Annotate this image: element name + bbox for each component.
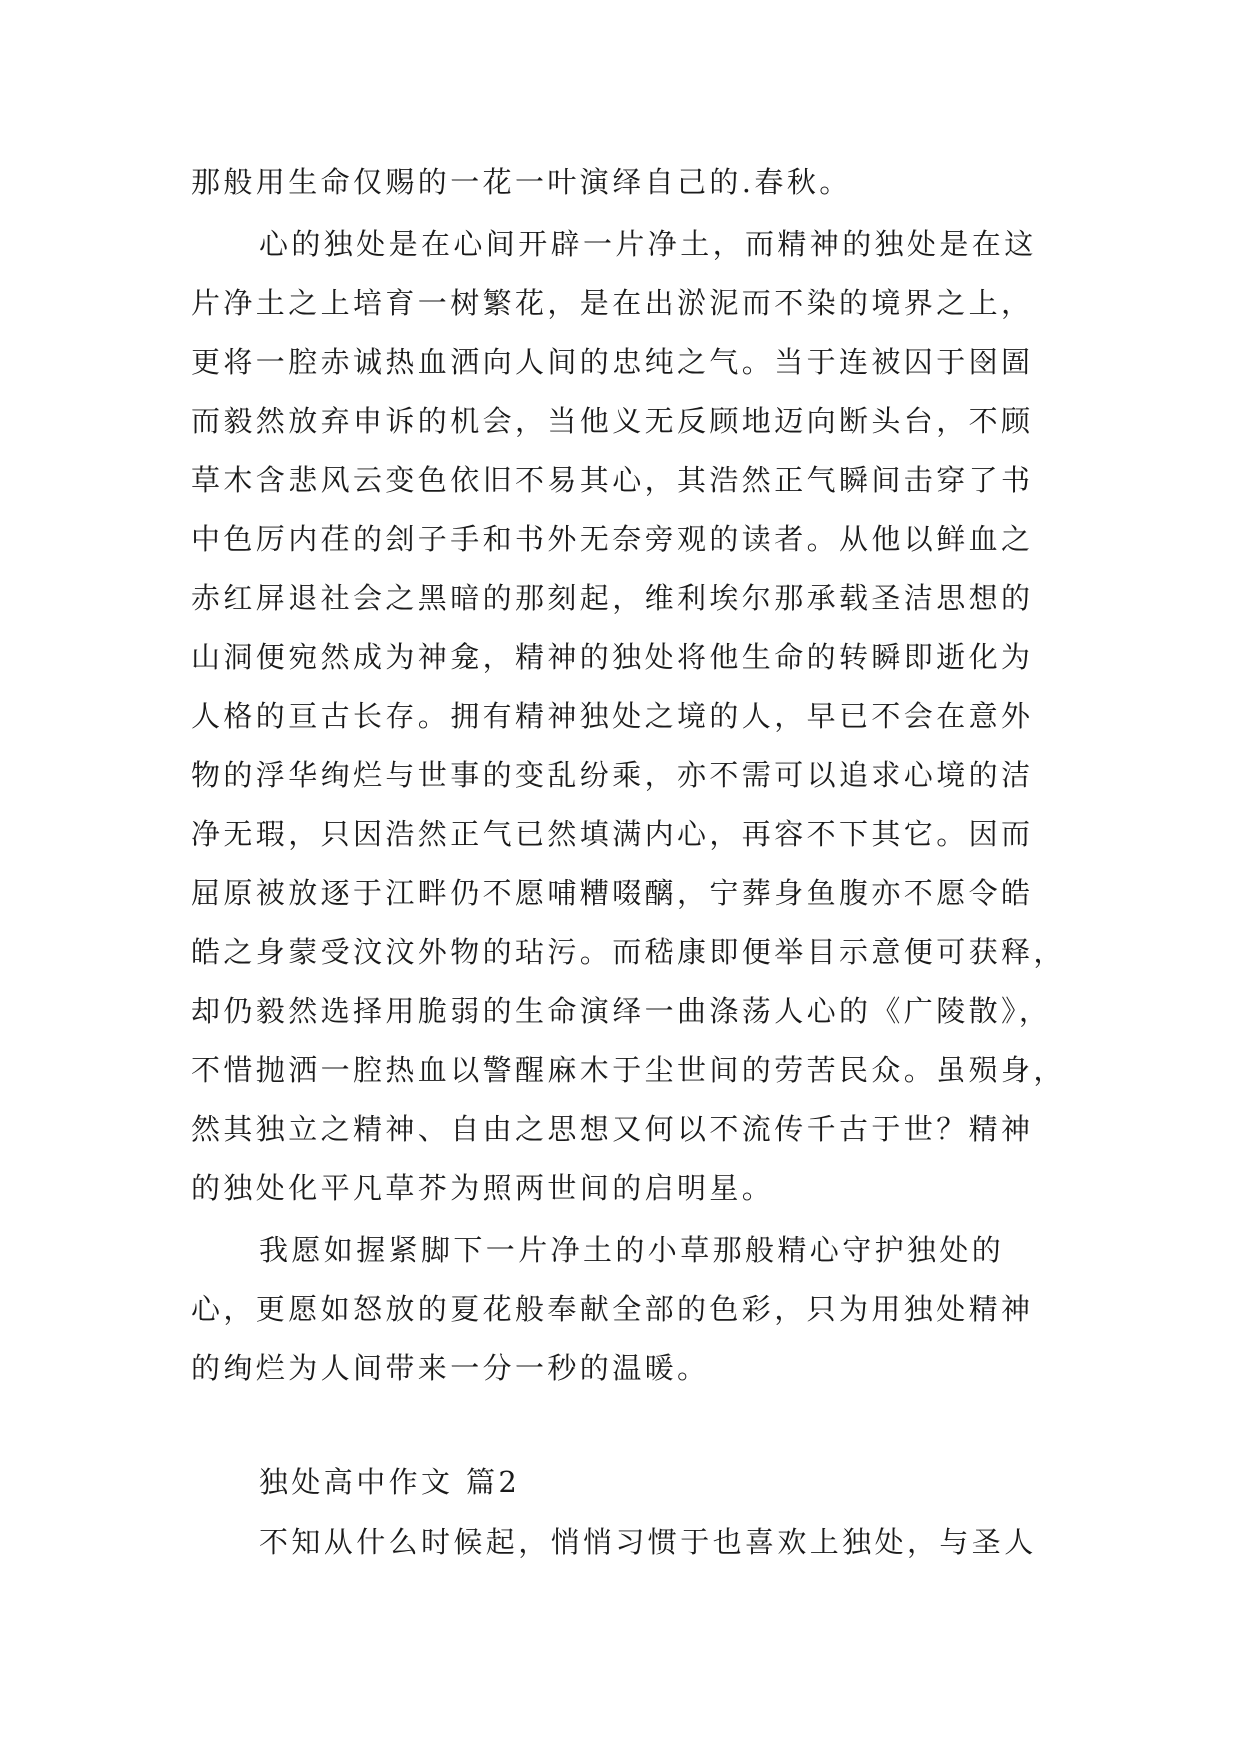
paragraph-line: 然其独立之精神、自由之思想又何以不流传千古于世？精神 [191, 1112, 1034, 1146]
paragraph-line: 不知从什么时候起，悄悄习惯于也喜欢上独处，与圣人 [259, 1525, 1037, 1559]
section-heading: 独处高中作文 篇2 [259, 1465, 521, 1499]
paragraph-line: 更将一腔赤诚热血洒向人间的忠纯之气。当于连被囚于囹圄 [191, 345, 1034, 379]
paragraph-line: 而毅然放弃申诉的机会，当他义无反顾地迈向断头台，不顾 [191, 404, 1034, 438]
paragraph-line: 不惜抛洒一腔热血以警醒麻木于尘世间的劳苦民众。虽殒身， [191, 1053, 1066, 1087]
paragraph-line: 净无瑕，只因浩然正气已然填满内心，再容不下其它。因而 [191, 817, 1034, 851]
paragraph-line: 心的独处是在心间开辟一片净土，而精神的独处是在这 [259, 227, 1037, 261]
paragraph-line: 的独处化平凡草芥为照两世间的启明星。 [191, 1171, 775, 1205]
paragraph-line: 片净土之上培育一树繁花，是在出淤泥而不染的境界之上， [191, 286, 1034, 320]
paragraph-line: 的绚烂为人间带来一分一秒的温暖。 [191, 1351, 710, 1385]
paragraph-line: 我愿如握紧脚下一片净土的小草那般精心守护独处的 [259, 1233, 1005, 1267]
paragraph-line: 那般用生命仅赐的一花一叶演绎自己的.春秋。 [191, 165, 852, 199]
paragraph-line: 赤红屏退社会之黑暗的那刻起，维利埃尔那承载圣洁思想的 [191, 581, 1034, 615]
paragraph-line: 山洞便宛然成为神龛，精神的独处将他生命的转瞬即逝化为 [191, 640, 1034, 674]
paragraph-line: 物的浮华绚烂与世事的变乱纷乘，亦不需可以追求心境的洁 [191, 758, 1034, 792]
paragraph-line: 心，更愿如怒放的夏花般奉献全部的色彩，只为用独处精神 [191, 1292, 1034, 1326]
paragraph-line: 却仍毅然选择用脆弱的生命演绎一曲涤荡人心的《广陵散》， [191, 994, 1052, 1028]
paragraph-line: 皓之身蒙受汶汶外物的玷污。而嵇康即便举目示意便可获释， [191, 935, 1066, 969]
paragraph-line: 屈原被放逐于江畔仍不愿哺糟啜醨，宁葬身鱼腹亦不愿令皓 [191, 876, 1034, 910]
paragraph-line: 草木含悲风云变色依旧不易其心，其浩然正气瞬间击穿了书 [191, 463, 1034, 497]
paragraph-line: 中色厉内荏的刽子手和书外无奈旁观的读者。从他以鲜血之 [191, 522, 1034, 556]
paragraph-line: 人格的亘古长存。拥有精神独处之境的人，早已不会在意外 [191, 699, 1034, 733]
